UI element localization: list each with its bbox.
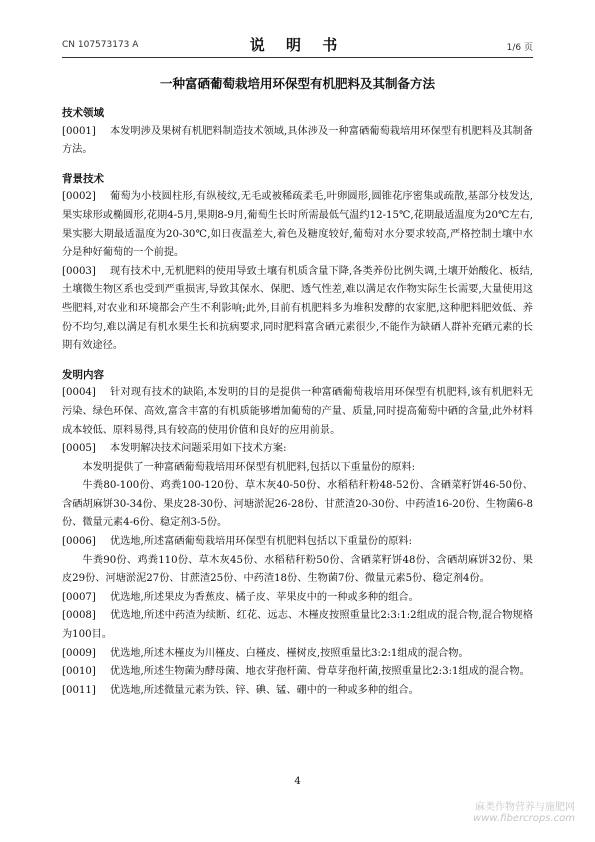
section-heading-tech-field: 技术领域: [62, 107, 104, 119]
paragraph-number: [0006]: [62, 536, 96, 548]
paragraph-text: 优选地,所述果皮为香蕉皮、橘子皮、苹果皮中的一种或多种的组合。: [109, 591, 419, 603]
section-heading-invention: 发明内容: [62, 368, 104, 381]
page-of-indicator: 1/6 页: [506, 43, 533, 53]
paragraph-number: [0008]: [62, 610, 96, 622]
paragraph-text: 现有技术中,无机肥料的使用导致土壤有机质含量下降,各类养份比例失调,土壤开始酸化、板结,土壤微生物区系也受到严重损害,导致其保水、保肥、透气性差,难以满足农作物实际生长需要,大量使用这些肥料,对农业和环境都会产生不利影响;此外,目前有机肥料多为堆积发酵的农家肥,这种肥料肥效低、养份不均匀,难以满足有机水果生长和抗病要求,同时肥料富含硒元素很少,不能作为缺硒人群补充硒元素的长期有效途径。: [62, 265, 533, 352]
paragraph-number: [0002]: [62, 191, 96, 203]
paragraph-number: [0001]: [62, 125, 96, 137]
header-rule: [62, 57, 533, 58]
paragraph-0002: [62, 188, 533, 262]
paragraph-0006-formula: 牛粪90份、鸡粪110份、草木灰45份、水稻秸秆粉50份、含硒菜籽饼48份、含硒胡麻饼32份、果皮29份、河塘淤泥27份、甘蔗渣25份、中药渣18份、生物菌7份、微量元素5份、稳定剂4份。: [62, 554, 533, 585]
paragraph-text: 优选地,所述中药渣为续断、红花、远志、木槿皮按照重量比2:3:1:2组成的混合物,混合物规格为100目。: [62, 610, 533, 641]
paragraph-0004: [62, 384, 533, 440]
paragraph-number: [0010]: [62, 666, 96, 678]
watermark-url: www.fibercrops.com: [473, 813, 575, 824]
section-heading-background: 背景技术: [62, 172, 104, 185]
paragraph-0003: [62, 263, 533, 356]
watermark-site-name: 麻类作物营养与施肥网: [475, 802, 575, 813]
paragraph-text: 本发明解决技术问题采用如下技术方案:: [109, 443, 287, 455]
paragraph-text: 优选地,所述富硒葡萄栽培用环保型有机肥料包括以下重量份的原料:: [109, 536, 412, 548]
paragraph-number: [0007]: [62, 591, 96, 603]
page-number: 4: [294, 776, 301, 787]
paragraph-0005-formula: 牛粪80-100份、鸡粪100-120份、草木灰40-50份、水稻秸秆粉48-52份、含硒菜籽饼46-50份、含硒胡麻饼30-34份、果皮28-30份、河塘淤泥26-28份、甘蔗渣20-30份、中药渣16-20份、生物菌6-8份、微量元素4-6份、稳定剂3-5份。: [62, 480, 533, 529]
paragraph-text: 优选地,所述微量元素为铁、锌、碘、锰、硼中的一种或多种的组合。: [109, 684, 419, 696]
publication-number: CN 107573173 A: [62, 40, 139, 50]
paragraph-number: [0005]: [62, 443, 96, 455]
paragraph-number: [0009]: [62, 647, 96, 659]
paragraph-text: 优选地,所述生物菌为酵母菌、地衣芽孢杆菌、骨草芽孢杆菌,按照重量比2:3:1组成的混合物。: [109, 666, 530, 678]
document-body: [62, 104, 533, 700]
paragraph-0009: [62, 645, 533, 664]
paragraph-0011: [62, 682, 533, 701]
paragraph-number: [0011]: [62, 684, 96, 696]
doc-type-title: 说 明 书: [249, 36, 346, 54]
watermark: [473, 798, 575, 824]
paragraph-0001: [62, 123, 533, 160]
paragraph-0010: [62, 663, 533, 682]
paragraph-number: [0003]: [62, 265, 96, 277]
page-header: [62, 34, 533, 54]
paragraph-text: 葡萄为小枝圆柱形,有纵棱纹,无毛或被稀疏柔毛,叶卵圆形,圆锥花序密集或疏散,基部分枝发达,果实球形或椭圆形,花期4-5月,果期8-9月,葡萄生长时所需最低气温约12-15℃,花期最适温度为20℃左右,果实膨大期最适温度为20-30℃,如日夜温差大,着色及糖度较好,葡萄对水分要求较高,严格控制土壤中水分是种好葡萄的一个前提。: [62, 191, 533, 259]
paragraph-text: 针对现有技术的缺陷,本发明的目的是提供一种富硒葡萄栽培用环保型有机肥料,该有机肥料无污染、绿色环保、高效,富含丰富的有机质能够增加葡萄的产量、质量,同时提高葡萄中硒的含量,此外材料成本较低、原料易得,具有较高的使用价值和良好的应用前景。: [62, 387, 533, 436]
paragraph-text: 优选地,所述木槿皮为川槿皮、白槿皮、槿树皮,按照重量比3:2:1组成的混合物。: [109, 647, 469, 659]
paragraph-0008: [62, 607, 533, 644]
paragraph-number: [0004]: [62, 387, 96, 399]
paragraph-0007: [62, 589, 533, 608]
paragraph-0005-intro: 本发明提供了一种富硒葡萄栽培用环保型有机肥料,包括以下重量份的原料:: [82, 461, 416, 473]
paragraph-text: 本发明涉及果树有机肥料制造技术领域,具体涉及一种富硒葡萄栽培用环保型有机肥料及其制备方法。: [62, 125, 533, 156]
document-title: 一种富硒葡萄栽培用环保型有机肥料及其制备方法: [159, 76, 435, 91]
paragraph-0005: [62, 440, 533, 459]
paragraph-0006: [62, 533, 533, 552]
